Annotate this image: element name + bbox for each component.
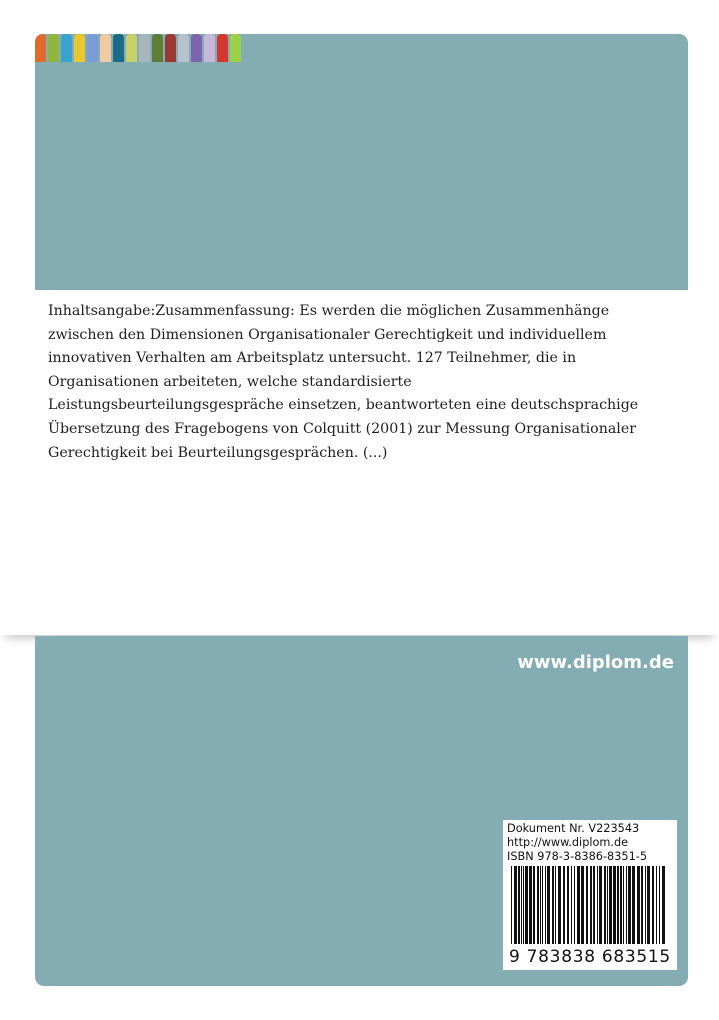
barcode-bar	[599, 866, 602, 944]
barcode-bar	[647, 866, 650, 944]
barcode-bar	[523, 866, 524, 944]
color-stripe	[113, 34, 124, 62]
barcode-bar	[525, 866, 528, 944]
barcode-bar	[623, 866, 624, 944]
barcode-bar	[586, 866, 588, 944]
document-number: Dokument Nr. V223543	[507, 822, 640, 835]
barcode-bar	[514, 866, 517, 944]
barcode-bar	[659, 866, 660, 944]
barcode-bar	[581, 866, 584, 944]
barcode-box	[503, 820, 677, 970]
barcode-bar	[637, 866, 640, 944]
barcode-bar	[652, 866, 654, 944]
abstract-text: Inhaltsangabe:Zusammenfassung: Es werden die möglichen Zusammenhänge zwischen den Dimensionen Organisationaler Gerechtigkeit und individuellem innovativen Verhalten am Arbeitsplatz untersucht. 127 Teilnehmer, die in Organisationen arbeiteten, welche standardisierte Leistungsbeurteilungsgespräche einsetzen, beantworteten eine deutschsprachige Übersetzung des Fragebogens von Colquitt (2001) zur Messung Organisationaler Gerechtigkeit bei Beurteilungsgesprächen. (...)	[48, 303, 639, 461]
color-stripe	[178, 34, 189, 62]
color-stripe	[191, 34, 202, 62]
barcode-bar	[537, 866, 539, 944]
barcode-bar	[547, 866, 550, 944]
barcode-bar	[533, 866, 535, 944]
barcode-bar	[545, 866, 546, 944]
color-stripe	[35, 34, 46, 62]
isbn: ISBN 978-3-8386-8351-5	[507, 850, 648, 863]
color-stripe	[87, 34, 98, 62]
publisher-website: www.diplom.de	[517, 652, 674, 673]
barcode-bar	[518, 866, 520, 944]
barcode-bar	[656, 866, 657, 944]
barcode-bar	[628, 866, 631, 944]
barcode-bar	[613, 866, 616, 944]
barcode-bar	[626, 866, 627, 944]
color-stripe	[48, 34, 59, 62]
barcode-bar	[645, 866, 646, 944]
barcode-bar	[597, 866, 598, 944]
barcode-bar	[632, 866, 635, 944]
barcode-bar	[563, 866, 565, 944]
barcode-bar	[577, 866, 580, 944]
barcode-bar	[529, 866, 532, 944]
color-stripe	[230, 34, 241, 62]
barcode-bar	[609, 866, 612, 944]
barcode-bar	[662, 866, 665, 944]
color-stripe	[139, 34, 150, 62]
color-stripe	[204, 34, 215, 62]
cover-bottom-panel	[35, 636, 688, 986]
color-stripe	[126, 34, 137, 62]
barcode-bar	[521, 866, 522, 944]
color-stripe	[165, 34, 176, 62]
barcode-digits: 9 783838 683515	[509, 947, 671, 967]
barcode-url: http://www.diplom.de	[507, 836, 629, 849]
barcode-bar	[555, 866, 556, 944]
barcode-bar	[641, 866, 643, 944]
barcode-info	[507, 822, 647, 864]
barcode-bar	[593, 866, 595, 944]
color-stripe	[61, 34, 72, 62]
barcode-bar	[620, 866, 622, 944]
cover-top-panel	[35, 34, 688, 290]
color-stripe	[74, 34, 85, 62]
color-stripe	[152, 34, 163, 62]
barcode-bar	[567, 866, 569, 944]
barcode-bar	[574, 866, 575, 944]
barcode-bar	[590, 866, 592, 944]
barcode-bar	[542, 866, 543, 944]
barcode-bar	[558, 866, 561, 944]
barcode-bar	[540, 866, 541, 944]
color-stripes	[35, 34, 243, 62]
barcode-bar	[604, 866, 606, 944]
color-stripe	[100, 34, 111, 62]
barcode-bar	[552, 866, 554, 944]
barcode-bar	[511, 866, 512, 944]
barcode-bar	[607, 866, 608, 944]
barcode-bar	[571, 866, 572, 944]
barcode-bar	[617, 866, 619, 944]
color-stripe	[217, 34, 228, 62]
barcode-image	[509, 866, 671, 946]
